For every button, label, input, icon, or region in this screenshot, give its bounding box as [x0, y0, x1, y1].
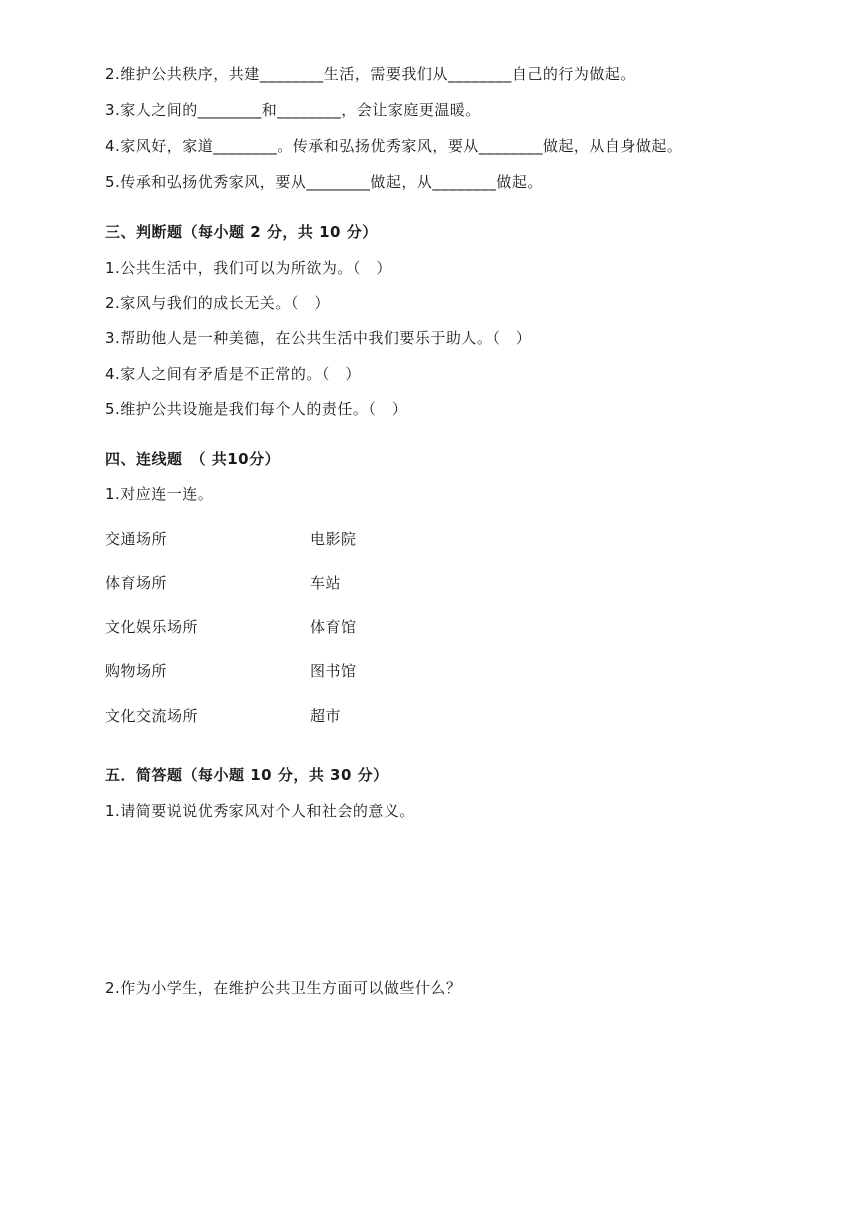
- matching-left-item: 交通场所: [105, 530, 168, 548]
- true-false-item-2: 2.家风与我们的成长无关。（ ）: [105, 294, 330, 312]
- short-answer-q2: 2.作为小学生，在维护公共卫生方面可以做些什么？: [105, 979, 462, 997]
- matching-right-item: 体育馆: [310, 618, 357, 636]
- section-4-heading: 四、连线题 （ 共10分）: [105, 450, 281, 468]
- short-answer-q1: 1.请简要说说优秀家风对个人和社会的意义。: [105, 802, 415, 820]
- true-false-item-3: 3.帮助他人是一种美德，在公共生活中我们要乐于助人。（ ）: [105, 329, 532, 347]
- true-false-item-4: 4.家人之间有矛盾是不正常的。（ ）: [105, 365, 361, 383]
- matching-right-item: 图书馆: [310, 662, 357, 680]
- matching-left-item: 体育场所: [105, 574, 168, 592]
- matching-right-item: 超市: [310, 707, 342, 725]
- fill-blank-item-5: 5.传承和弘扬优秀家风，要从________做起，从________做起。: [105, 173, 543, 191]
- true-false-item-1: 1.公共生活中，我们可以为所欲为。（ ）: [105, 259, 392, 277]
- fill-blank-item-4: 4.家风好，家道________。传承和弘扬优秀家风，要从________做起，从自身做起。: [105, 137, 683, 155]
- section-5-heading: 五．简答题（每小题 10 分，共 30 分）: [105, 766, 389, 784]
- matching-left-item: 文化娱乐场所: [105, 618, 199, 636]
- fill-blank-item-2: 2.维护公共秩序，共建________生活，需要我们从________自己的行为做起。: [105, 65, 636, 83]
- matching-right-item: 车站: [310, 574, 342, 592]
- fill-blank-item-3: 3.家人之间的________和________，会让家庭更温暖。: [105, 101, 481, 119]
- matching-left-item: 文化交流场所: [105, 707, 199, 725]
- matching-instruction: 1.对应连一连。: [105, 485, 214, 503]
- true-false-item-5: 5.维护公共设施是我们每个人的责任。（ ）: [105, 400, 408, 418]
- section-3-heading: 三、判断题（每小题 2 分，共 10 分）: [105, 223, 378, 241]
- matching-left-item: 购物场所: [105, 662, 168, 680]
- matching-right-item: 电影院: [310, 530, 357, 548]
